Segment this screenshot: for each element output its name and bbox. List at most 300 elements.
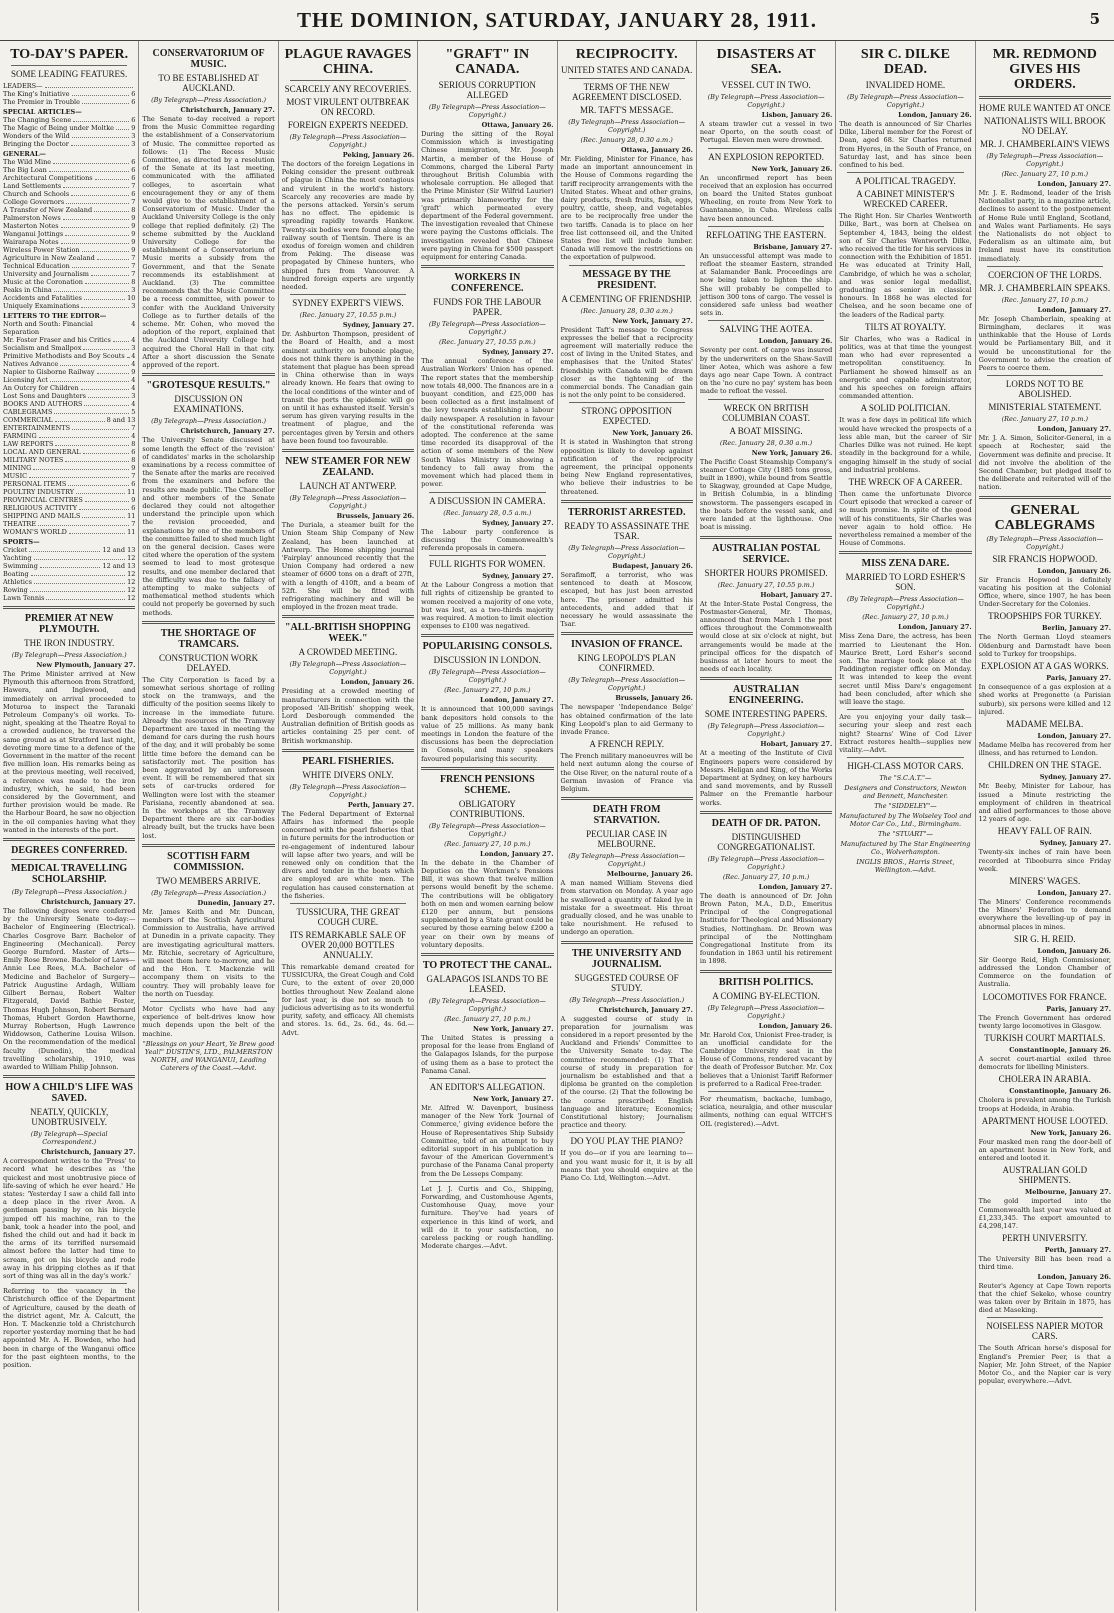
article-body: The doctors of the foreign Legations in Peking consider the present outbreak of plague in China the most contagious and virulent in the world's history. Scarcely any recoveries are made by the persons attacked. Yersin's serum has no effect. The epidemic is spreading rapidly towards Hankow. Twenty-six bodies were found along the railway south of Tientsin. There is an exodus of foreign women and children from Peking. The disease was propagated by Chinese hunters, who shipped furs from Vancouver. A hundred foreign experts are urgently needed. — [281, 160, 415, 292]
toc-leader — [82, 98, 129, 104]
article-credit: (By Telegraph—Press Association—Copyright.) — [707, 722, 825, 739]
toc-leader — [73, 116, 129, 122]
article-subhead: SERIOUS CORRUPTION ALLEGED — [438, 80, 536, 100]
toc-leader — [88, 392, 129, 398]
toc-row — [3, 496, 135, 504]
article-body: President Taft's message to Congress expresses the belief that a reciprocity agreement will materially reduce the cost of living in the United States, and emphasises that the United States' friendship with Canada will be drawn closer as the tightening of the commercial bonds. The Canadian gain is not the only point to be considered. — [560, 325, 693, 400]
toc-page: 12 and 13 — [102, 546, 136, 554]
toc-leader — [49, 166, 129, 172]
article-credit: (By Telegraph—Press Association—Copyright.) — [568, 676, 686, 693]
article-body: The University Senate discussed at some length the effect of the 'revision' of candidates' marks in the scholarship examinations by a recess committee of the Senate after the marks are received from the examiners and before the results are made public. The Chancellor and other members of the Senate declared they could not altogether understand the principle upon which the revision proceeded, and explanations by one of the members of the committee failed to shed much light on the general decision. Cases were cited where the operation of the system seemed to lead to most grotesque results, and one member declared that the difficulty was due to the fallacy of attempting to make subjects of mathematical method students which could not properly be governed by such methods. — [142, 436, 275, 617]
toc-row — [3, 488, 135, 496]
dateline: Sydney, January 27. — [482, 572, 554, 581]
dateline: London, January 26. — [1037, 1272, 1111, 1281]
article-subhead: TERMS OF THE NEW AGREEMENT DISCLOSED. — [572, 82, 682, 102]
article-headline: BRITISH POLITICS. — [718, 976, 814, 988]
article-body: Seventy per cent. of cargo was insured by the underwriters on the Shaw-Savill liner Aotea, which was ashore a few days ago near Cape Town. A contract on the 'no cure no pay' system has been made to refloat the vessel. — [699, 346, 833, 396]
toc-row — [3, 352, 135, 360]
cablegram-item — [979, 992, 1111, 1030]
article-subhead: TO BE ESTABLISHED AT AUCKLAND. — [158, 73, 259, 93]
toc-leader — [29, 472, 129, 478]
article-subhead: MR. TAFT'S MESSAGE. — [580, 105, 674, 115]
article-subhead: FOREIGN EXPERTS NEEDED. — [287, 120, 409, 130]
toc-page: 6 — [131, 90, 136, 98]
toc-row — [3, 336, 135, 344]
toc-page: 6 — [131, 166, 136, 174]
article-headline: DEATH OF DR. PATON. — [711, 817, 821, 829]
article-headline: MEDICAL TRAVELLING SCHOLARSHIP. — [11, 863, 128, 886]
toc-page: 9 — [131, 464, 136, 472]
article-body: The Duriala, a steamer built for the Union Steam Ship Company of New Zealand, has been launched at Antwerp. The Home shipping journal 'Fairplay' announced recently that the Union Company had ordered a new steamer of 6600 tons on a draft of 27ft, with a length of 410ft, and a beam of 52ft. She will be fitted with refrigerating machinery and will be employed in the frozen meat trade. — [281, 521, 415, 612]
dateline: Budapest, January 26. — [612, 561, 693, 570]
article-credit: (By Telegraph—Press Association.) — [151, 888, 267, 897]
article-body: The Right Hon. Sir Charles Wentworth Dilke, Bart., was born at Chelsea on September 4, 1843, being the eldest son of Sir Charles Wentworth Dilke, who received the title for his services in connection with the Exhibition of 1851. He was educated at Trinity Hall, Cambridge, of which he was a scholar, and was senior legal medallist, graduating as senior in classical honours. In 1868 he was elected for Chelsea, and he soon became one of the leaders of the Radical party. — [839, 212, 972, 319]
toc-leader — [68, 480, 129, 486]
column-3 — [279, 41, 418, 1611]
dateline: Christchurch, January 27. — [41, 898, 136, 907]
toc-row — [3, 424, 135, 432]
article-body: An unsuccessful attempt was made to refloat the steamer Eastern, stranded at Salamander Bank. Proceedings are now being taken to lighten the ship. She will probably be compelled to jettison 300 tons of cargo. The vessel is considered safe unless bad weather sets in. — [699, 251, 833, 318]
toc-leader — [82, 512, 125, 518]
toc-page: 6 — [131, 190, 136, 198]
article-credit: (By Telegraph—Press Association—Copyright.) — [428, 320, 546, 337]
article-subhead: MARRIED TO LORD ESHER'S SON. — [845, 572, 966, 593]
toc-row — [3, 206, 135, 214]
toc-page: 8 — [131, 440, 136, 448]
article-headline: MESSAGE BY THE PRESIDENT. — [582, 268, 671, 291]
toc-page: 10 — [127, 294, 136, 302]
toc-row — [3, 262, 135, 270]
article-subhead: A CROWDED MEETING. — [298, 647, 398, 658]
cablegram-title: HEAVY FALL OF RAIN. — [997, 826, 1092, 837]
article-subhead: A DISCUSSION IN CAMERA. — [429, 495, 546, 506]
toc-letters — [3, 320, 135, 400]
article-subhead: SCARCELY ANY RECOVERIES. — [284, 84, 412, 94]
article-body: Miss Zena Dare, the actress, has been married to Lieutenant the Hon. Maurice Brett, Lord Esher's second son. The marriage took place at the Paddington register office on Monday. It was intended to keep the event secret until Miss Dare's engagement had been concluded, after which she will leave the stage. — [839, 632, 972, 706]
article-subhead: DISCUSSION IN LONDON. — [433, 655, 541, 666]
toc-row — [3, 554, 135, 562]
toc-leader — [30, 586, 125, 592]
advertisement: For rheumatism, backache, lumbago, sciatica, neuralgia, and other muscular ailments, nothing can equal WITCH'S OIL (registered).—Advt. — [699, 1095, 833, 1128]
article-body: At a meeting of the Institute of Civil Engineers papers were considered by Messrs. Heligan and King, of the Works Department at Sydney, on key harbours and sand movements, and by Russell Palmer on the Fremantle harbour works. — [699, 749, 833, 807]
toc-leader — [40, 562, 101, 568]
toc-row — [3, 190, 135, 198]
advertisement-line: Manufactured by The Star Engineering Co., Wolverhampton. — [840, 840, 971, 857]
toc-label: MUSIC — [3, 472, 28, 480]
cablegram-item — [979, 1165, 1111, 1230]
article-headline: TO PROTECT THE CANAL. — [422, 959, 552, 971]
toc-page: 4 — [131, 320, 136, 328]
article-subhead: SOME LEADING FEATURES. — [11, 69, 128, 79]
masthead-title: THE DOMINION, SATURDAY, JANUARY 28, 1911. — [296, 7, 817, 32]
dateline: Christchurch, January 27. — [41, 1148, 136, 1157]
article-subhead: WHITE DIVERS ONLY. — [302, 769, 394, 780]
dateline: New York, January 27. — [472, 1095, 554, 1103]
toc-leader — [79, 504, 129, 510]
article-headline: THE SHORTAGE OF TRAMCARS. — [160, 627, 257, 650]
received-time: (Rec. January 27, 10 p.m.) — [444, 686, 531, 695]
article-headline: PEARL FISHERIES. — [302, 755, 394, 767]
toc-row — [3, 400, 135, 408]
toc-row — [3, 174, 135, 182]
toc-leader — [61, 222, 130, 228]
toc-page: 3 — [131, 302, 136, 310]
toc-row — [3, 432, 135, 440]
article-subhead: COERCION OF THE LORDS. — [988, 269, 1102, 280]
toc-page: 8 — [131, 278, 136, 286]
advertisement-footer: INGLIS BROS., Harris Street, Wellington.—Advt. — [856, 858, 955, 875]
dateline: Hobart, January 27. — [760, 590, 833, 599]
advertisement-line: Designers and Constructors, Newton and Bennett, Manchester. — [844, 784, 967, 801]
article-subhead: OBLIGATORY CONTRIBUTIONS. — [449, 798, 525, 819]
toc-row — [3, 270, 135, 278]
article-credit: (By Telegraph—Press Association—Copyright.) — [289, 782, 407, 799]
dateline: Sydney, January 27. — [342, 321, 415, 330]
article-headline: TO-DAY'S PAPER. — [10, 47, 129, 62]
toc-label: Wairarapa Notes — [3, 238, 59, 246]
toc-leader — [63, 182, 129, 188]
article-body: The death is announced of Dr. John Brown Paton, M.A., D.D., Emeritus Principal of the Congregational Institute for Theological and Missionary Studies, Nottingham. Dr. Brown was principal of the Nottingham Congregational Institute from its foundation in 1863 until his retirement in 1898. — [699, 891, 833, 966]
article-headline: MR. REDMOND GIVES HIS ORDERS. — [992, 47, 1097, 92]
received-time: (Rec. January 27, 10 p.m.) — [444, 839, 531, 848]
article-headline: WORKERS IN CONFERENCE. — [451, 272, 524, 295]
toc-leader — [53, 158, 129, 164]
toc-leader — [65, 456, 129, 462]
cablegram-title: CHOLERA IN ARABIA. — [998, 1074, 1091, 1085]
toc-label: An Outcry for Children — [3, 384, 79, 392]
cablegram-item — [979, 554, 1111, 609]
toc-section-head: SPECIAL ARTICLES— — [3, 108, 82, 116]
article-credit: (By Telegraph—Press Association—Copyright.) — [568, 543, 686, 560]
toc-page: 6 — [131, 448, 136, 456]
dateline: New York, January 26. — [1030, 1128, 1111, 1137]
article-body: Then came the unfortunate Divorce Court episode that wrecked a career of so much promise. In spite of the good will of his constituents, Sir Charles was never again to hold office. He nevertheless remained a member of the House of Commons. — [839, 489, 972, 548]
article-subhead: SUGGESTED COURSE OF STUDY. — [574, 972, 679, 993]
article-headline: AUSTRALIAN POSTAL SERVICE. — [712, 542, 820, 565]
toc-label: BOOKS AND AUTHORS — [3, 400, 83, 408]
toc-sections — [3, 400, 135, 536]
article-credit: (By Telegraph—Press Association—Copyright.) — [428, 103, 546, 119]
toc-page: 7 — [131, 182, 136, 190]
toc-label: MILITARY NOTES — [3, 456, 64, 464]
dateline: London, January 26. — [758, 1021, 833, 1030]
toc-label: Palmerston News — [3, 214, 61, 222]
cablegram-title: SIR FRANCIS HOPWOOD. — [992, 553, 1098, 564]
toc-row — [3, 254, 135, 262]
advertisement-lines — [839, 774, 971, 856]
toc-label: North and South: Financial Separation — [3, 320, 93, 336]
received-time: (Rec. January 27, 10 p.m.) — [1001, 295, 1088, 304]
article-body: The Senate to-day received a report from the Music Committee regarding the establishment of a Conservatorium of Music. The committee reported as follows: (1) The Recess Music Committee, as directed by a resolution of the Senate at its last meeting, communicated with the affiliated colleges, to ascertain what encouragement they or any of them would give to the establishment of a Conservatorium of Music. Under the Auckland University College is the only college that replied definitely. (2) The scheme submitted by the Auckland University College for the establishment of a Conservatorium of Music merits a subsidy from the Government, and that the Senate recommends its establishment at Auckland. (3) The committee recommends that the Music Committee be a recess committee, with power to confer with the Auckland University College as to further details of the scheme. Mr. Cohen, who moved the adoption of the report, explained that the Auckland University College had acquired the Choral Hall in that city. After a short discussion the Senate approved of the report. — [142, 115, 275, 370]
toc-row — [3, 546, 135, 554]
cablegram-body: Four masked men rang the door-bell of an apartment house in New York, and entered and looted it. — [978, 1137, 1111, 1163]
toc-row — [3, 82, 135, 90]
advertisement: Let J. J. Curtis and Co., Shipping, Forwarding, and Customhouse Agents, Customhouse Quay, move your furniture. They've had years of experience in this kind of work, and will do it to your satisfaction, no careless packing or rough handling. Moderate charges.—Advt. — [421, 1184, 554, 1251]
column-7 — [836, 41, 975, 1611]
toc-label: Agriculture in New Zealand — [3, 254, 95, 262]
article-headline: POPULARISING CONSOLS. — [422, 641, 553, 653]
article-body: Motor Cyclists who have had any experience of belt-drives know how much depends upon the belt of the machine. — [142, 1005, 275, 1038]
article-subhead: REFLOATING THE EASTERN. — [706, 229, 827, 240]
toc-page: 11 — [127, 488, 136, 496]
dateline: Perth, January 27. — [1044, 1246, 1111, 1255]
dateline: Ottawa, January 26. — [481, 121, 554, 129]
received-time: (Rec. January 27, 10 p.m.) — [722, 872, 810, 881]
toc-label: Uniquely Examinations — [3, 302, 80, 310]
toc-label: Technical Education — [3, 262, 70, 270]
cablegram-title: APARTMENT HOUSE LOOTED. — [981, 1115, 1108, 1126]
toc-row — [3, 222, 135, 230]
article-body: An unconfirmed report has been received that an explosion has occurred on board the United States gunboat Wheeling, en route from New York to Guantanamo, in Cuba. Wireless calls have been announced. — [699, 173, 833, 223]
toc-label: The Big Loan — [3, 166, 47, 174]
dateline: Lisbon, January 26. — [761, 111, 833, 119]
article-headline: TERRORIST ARRESTED. — [567, 506, 686, 518]
article-body: At the Labour Congress a motion that full rights of citizenship be granted to women received a majority of one vote, but was lost, as a two-thirds majority was required. A motion to limit election expenses to £100 was negatived. — [421, 581, 554, 631]
toc-row — [3, 166, 135, 174]
column-4 — [418, 41, 557, 1611]
dateline: Paris, January 27. — [1046, 1004, 1111, 1013]
article-credit: (By Telegraph—Press Association.) — [151, 417, 267, 426]
article-subhead: THE IRON INDUSTRY. — [24, 638, 115, 648]
toc-page: 6 — [131, 504, 136, 512]
dateline: Perth, January 27. — [347, 800, 415, 809]
article-body: Sir Charles, who was a Radical in politics, was at that time the youngest man who had ever represented a metropolitan constituency. In Parliament he showed himself as an energetic and capable administrator, and his speeches on foreign affairs commanded attention. — [839, 334, 972, 401]
dateline: Melbourne, January 26. — [606, 870, 693, 879]
toc-page: 7 — [131, 424, 136, 432]
toc-page: 3 — [131, 140, 136, 148]
dateline: New York, January 26. — [751, 448, 833, 457]
article-headline: MISS ZENA DARE. — [861, 558, 950, 570]
dateline: Christchurch, January 27. — [180, 427, 275, 436]
article-credit: (By Telegraph—Press Association—Copyright.) — [568, 118, 686, 134]
toc-leader — [31, 570, 125, 576]
toc-leader — [84, 400, 129, 406]
toc-row — [3, 302, 135, 310]
toc-leader — [83, 448, 130, 454]
article-credit: (By Telegraph—Press Association—Copyright.) — [289, 660, 407, 677]
dateline: New York, January 27. — [472, 1024, 554, 1033]
dateline: London, January 27. — [1037, 731, 1111, 740]
toc-row — [3, 182, 135, 190]
article-subhead: SOME INTERESTING PAPERS. — [704, 709, 828, 720]
toc-section-head: GENERAL— — [3, 150, 46, 158]
cablegram-item — [979, 661, 1111, 716]
toc-row — [3, 504, 135, 512]
article-body: It was a few days in political life which would have wrecked the prospects of a less able man, but the career of Sir Charles Dilke was not ruined. He kept steadily in the background for a while, engaging himself in the study of social and industrial problems. — [839, 416, 972, 474]
article-body: Mr. Joseph Chamberlain, speaking at Birmingham, declares it was unthinkable that the House of Lords would be Parliamentary Bill, and it would be unconstitutional for the Government to advise the creation of Peers to coerce them. — [978, 314, 1111, 373]
toc-label: Wireless Power Station — [3, 246, 80, 254]
toc-label: Wonders of the Wild — [3, 132, 70, 140]
toc-leader — [54, 286, 129, 292]
toc-row — [3, 594, 135, 602]
cablegram-body: Madame Melba has recovered from her illness, and has returned to London. — [978, 740, 1111, 758]
dateline: Brisbane, January 27. — [753, 242, 833, 251]
column-1 — [0, 41, 139, 1611]
toc-page: 12 and 13 — [102, 562, 136, 570]
advertisement-headline: NOISELESS NAPIER MOTOR CARS. — [986, 1321, 1104, 1342]
toc-page: 12 — [127, 554, 136, 562]
toc-page: 3 — [131, 132, 136, 140]
toc-page: 3 — [131, 344, 136, 352]
article-subhead: LORDS NOT TO BE ABOLISHED. — [1005, 379, 1084, 400]
advertisement-line: Manufactured by The Wolseley Tool and Motor Car Co., Ltd., Birmingham. — [839, 812, 972, 829]
toc-row — [3, 360, 135, 368]
article-headline: CONSERVATORIUM OF MUSIC. — [152, 48, 265, 70]
article-credit: (By Telegraph—Press Association—Copyright.) — [428, 821, 546, 838]
column-6 — [697, 41, 836, 1611]
toc-section-head: LETTERS TO THE EDITOR— — [3, 312, 107, 320]
toc-row — [3, 286, 135, 294]
article-subhead: MOST VIRULENT OUTBREAK ON RECORD. — [286, 97, 410, 117]
cablegram-title: MINERS' WAGES. — [1009, 875, 1081, 886]
toc-row — [3, 392, 135, 400]
dateline: London, January 26. — [898, 111, 972, 119]
toc-label: Swimming — [3, 562, 38, 570]
toc-leader — [85, 278, 129, 284]
toc-row — [3, 294, 135, 302]
toc-leader — [69, 528, 125, 534]
received-time: (Rec. January 27, 10 p.m.) — [1001, 415, 1088, 424]
article-body: Mr. Alfred W. Davenport, business manager of the New York 'Journal of Commerce,' giving evidence before the House of Representatives Ship Subsidy Committee, told of an attempt to buy editorial support in his publication in favour of the American Government's purchase of the Panama Canal property from the De Lesseps Company. — [421, 1104, 554, 1178]
dateline: London, January 27. — [480, 849, 554, 858]
dateline: Ottawa, January 26. — [620, 146, 693, 154]
toc-leader — [116, 124, 129, 130]
article-credit: (Rec. January 27, 10.55 p.m.) — [299, 311, 397, 320]
article-headline: DEGREES CONFERRED. — [11, 845, 128, 857]
article-body: Presiding at a crowded meeting of manufacturers in connection with the proposed 'All-British' shopping week, Lord Desborough commended the Australian definition of British goods as articles containing 25 per cent. of British workmanship. — [281, 687, 415, 745]
article-headline: "GROTESQUE RESULTS." — [146, 380, 271, 392]
toc-label: MINING — [3, 464, 32, 472]
toc-label: LAW REPORTS — [3, 440, 54, 448]
toc-label: Yachting — [3, 554, 32, 562]
advertisement-line: The "SIDDELEY"— — [874, 802, 937, 811]
dateline: Sydney, January 27. — [482, 518, 554, 527]
toc-row — [3, 520, 135, 528]
cablegram-title: SIR G. H. REID. — [1014, 933, 1076, 944]
toc-page: 9 — [131, 124, 136, 132]
dateline: Brussels, January 26. — [336, 512, 415, 521]
cablegram-body: Mr. Beeby, Minister for Labour, has issued a Minute restricting the employment of children in theatrical and allied performances to those above 12 years of age. — [978, 782, 1111, 824]
cablegram-body: The University Bill has been read a third time. — [978, 1255, 1111, 1272]
article-subhead: THE WRECK OF A CAREER. — [848, 476, 963, 487]
toc-page: 12 — [127, 594, 136, 602]
toc-label: The Premier in Trouble — [3, 98, 80, 106]
article-body: A suggested course of study in preparation for journalism was considered in a report presented by the Auckland and Friends' Committee to the University Senate to-day. The committee recommended: (1) That a course of study in preparation for journalism be established and that a diploma be granted on the completion of the course. (2) That the following be the course prescribed: English language and literature; Economics; Constitutional history; Journalism practice and theory. — [560, 1014, 693, 1130]
toc-specials — [3, 116, 135, 148]
toc-row — [3, 480, 135, 488]
article-body: The following degrees were conferred by the University Senate to-day:— Bachelor of Engineering (Electrical). Charles Cosgrove Barr. Bachelor of Engineering (Mechanical). Percy George Burnford. Master of Arts—Emily Rose Browne. Bachelor of Laws—Annie Lee Rees, M.A. Bachelor of Medicine and Bachelor of Surgery—Patrick Augustine Ardagh, William Gilbert Bernau, Robert Walter Fitzgerald, David Bathie Foster, Thomas Hugh Johnson, Robert Bernard Thomas, Hubert Gordon Hawthorne, Murray Robertson, Hugh Lawrence Widdowson, Catherine Louisa Wilson. On the recommendation of the medical faculty (Dunedin), the medical travelling scholarship, 1910, was awarded to William Philip Johnson. — [3, 907, 136, 1071]
toc-page: 4 — [131, 384, 136, 392]
toc-leader — [60, 360, 129, 366]
toc-leader — [83, 344, 129, 350]
toc-label: The Changing Scene — [3, 116, 72, 124]
toc-label: Natives Advance — [3, 360, 59, 368]
dateline: Sydney, January 27. — [482, 348, 554, 357]
toc-page: 4 — [131, 376, 136, 384]
article-body: The City Corporation is faced by a somewhat serious shortage of rolling stock on the tramways, and the difficulty of the position seems likely to increase in the immediate future. Already the resources of the Tramway Department are taxed in meeting the demand for cars during the rush hours of the day, and it will probably be some little time before the demand can be satisfactorily met. The position has been aggravated by an unforeseen event. It will be remembered that six sets of car-trucks ordered for Wellington were lost with the steamer Parisiana, recently abandoned at sea. In the workshops at the Tramway Department there are six car-bodies already built, but the trucks have been lost. — [142, 675, 275, 840]
toc-label: Athletics — [3, 578, 32, 586]
article-subhead: MR. J. CHAMBERLAIN'S VIEWS — [979, 139, 1110, 149]
article-headline: THE UNIVERSITY AND JOURNALISM. — [571, 947, 682, 970]
toc-label: Rowing — [3, 586, 28, 594]
toc-leader — [71, 140, 129, 146]
article-credit: (By Telegraph—Press Association—Copyright.) — [986, 152, 1104, 168]
cablegram-body: A secret court-martial exiled three democrats for libelling Ministers. — [978, 1054, 1111, 1072]
article-body: At the Inter-State Postal Congress, the Postmaster-General, Mr. Thomas, announced that from March 1 the post offices throughout the Commonwealth would close at six o'clock at night, but arrangements would be made at the principal offices for the dispatch of business at later hours to meet the needs of each locality. — [699, 599, 833, 674]
article-subhead: A FRENCH REPLY. — [589, 739, 665, 750]
toc-label: Church and Schools — [3, 190, 70, 198]
article-subhead: A BOAT MISSING. — [729, 425, 803, 436]
toc-label: Napier to Gisborne Railway — [3, 368, 95, 376]
toc-leader — [54, 408, 129, 414]
cablegram-title: CHILDREN ON THE STAGE. — [988, 760, 1102, 771]
cablegram-item — [979, 1074, 1111, 1112]
dateline: London, January 27. — [1037, 888, 1111, 897]
toc-leader — [84, 294, 125, 300]
dateline: Constantinople, January 26. — [1009, 1045, 1111, 1054]
toc-leader — [55, 440, 129, 446]
cablegram-body: The Miners' Conference recommends the Miners' Federation to demand everywhere the levelling-up of pay in abnormal places in mines. — [978, 897, 1111, 931]
toc-leader — [97, 254, 129, 260]
advertisement: If you do—or if you are learning to—and you want music for it, it is by all means that you should enquire at the Piano Co. Ltd, Wellington.—Advt. — [560, 1149, 693, 1183]
cablegram-body: The French Government has ordered twenty large locomotives in Glasgow. — [978, 1013, 1111, 1030]
dateline: London, January 26. — [758, 337, 833, 346]
toc-row — [3, 90, 135, 98]
received-time: (Rec. January 27, 10 p.m.) — [444, 1014, 531, 1023]
toc-leader — [82, 246, 130, 252]
toc-row — [3, 562, 135, 570]
toc-label: COMMERCIAL — [3, 416, 53, 424]
toc-page: 8 — [131, 456, 136, 464]
toc-leader — [85, 496, 129, 502]
toc-page: 12 — [127, 570, 136, 578]
toc-label: The King's Initiative — [3, 90, 70, 98]
toc-page: 7 — [131, 270, 136, 278]
toc-page: 7 — [131, 198, 136, 206]
article-body: It is announced that 100,000 savings bank depositors hold consols to the value of 25 millions. As many bank meetings in London the feature of the discussions has been the depreciation in Consols, and many speakers favoured popularising this security. — [421, 705, 554, 763]
cablegram-list — [979, 554, 1111, 1315]
article-body: In the debate in the Chamber of Deputies on the Workmen's Pensions Bill, it was shown that twelve million persons would benefit by the scheme. The contributions will be obligatory both on men and women earning below £120 per annum, but pensions supplemented by a State grant could be secured by those earning below £200 a year on their own by means of voluntary deposits. — [421, 858, 554, 949]
article-subhead: KING LEOPOLD'S PLAN CONFIRMED. — [577, 653, 676, 674]
article-subhead: FUNDS FOR THE LABOUR PAPER. — [433, 297, 542, 318]
advertisement: Are you enjoying your daily task—securing your sleep and rest each night? Stearns' Wine of Cod Liver Extract restores health—supplies new vitality.—Advt. — [839, 713, 972, 754]
dateline: London, January 27. — [1037, 305, 1111, 314]
toc-page: 6 — [131, 116, 136, 124]
toc-page: 9 — [131, 230, 136, 238]
toc-label: Lost Sons and Daughters — [3, 392, 87, 400]
dateline: Constantinople, January 26. — [1009, 1087, 1111, 1096]
toc-label: Architectural Competitions — [3, 174, 93, 182]
article-headline: PREMIER AT NEW PLYMOUTH. — [24, 613, 114, 635]
toc-page: 7 — [131, 472, 136, 480]
article-body: The French military manoeuvres will be held next autumn along the course of the Oise River, on the natural route of a German invasion of France via Belgium. — [560, 752, 693, 793]
toc-leader — [63, 214, 130, 220]
toc-row — [3, 116, 135, 124]
toc-label: The Wild Mine — [3, 158, 52, 166]
toc-page: 6 — [131, 480, 136, 488]
article-subhead: AN EDITOR'S ALLEGATION. — [429, 1082, 545, 1092]
dateline: Brussels, January 26. — [615, 694, 693, 703]
cablegram-item — [979, 1116, 1111, 1163]
toc-page: 3 — [131, 286, 136, 294]
cablegram-body: The North German Lloyd steamers Oldenburg and Darmstadt have been sold to Turkey for troopships. — [978, 633, 1111, 658]
toc-row — [3, 586, 135, 594]
article-headline: AUSTRALIAN ENGINEERING. — [728, 684, 804, 707]
article-credit: (By Telegraph—Press Association.) — [569, 995, 685, 1004]
article-body: The annual conference of the Australian Workers' Union has opened. The report states that the membership now totals 48,000. The finances are in a buoyant condition, and £25,000 has been collected as a first instalment of the levy towards establishing a labour daily newspaper. A resolution in favour of the constitutional referenda was adopted. The conference at the same time recorded its disapproval of the action of some members of the New South Wales Ministry in showing a tendency to fall away from the movement which had placed them in power. — [421, 357, 554, 489]
advertisement-line: The "S.C.A.T."— — [879, 774, 932, 783]
article-headline: PLAGUE RAVAGES CHINA. — [284, 47, 412, 77]
